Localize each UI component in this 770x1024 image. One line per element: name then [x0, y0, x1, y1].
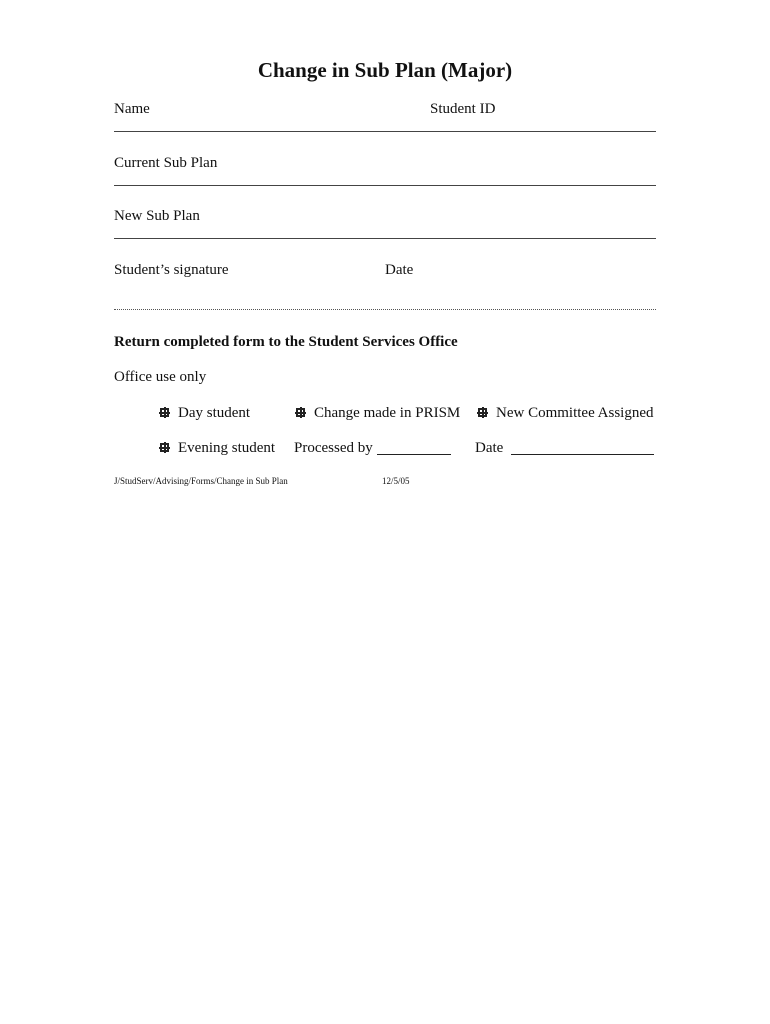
office-date-label: Date	[475, 440, 504, 456]
current-sub-plan-line[interactable]	[114, 185, 656, 186]
signature-label: Student’s signature	[114, 262, 229, 278]
day-student-option[interactable]	[160, 405, 250, 422]
new-committee-label: New Committee Assigned	[496, 405, 654, 421]
student-id-label: Student ID	[430, 101, 496, 117]
return-instruction: Return completed form to the Student Services Office	[114, 334, 458, 350]
name-line[interactable]	[114, 131, 656, 132]
name-label: Name	[114, 101, 150, 117]
new-sub-plan-label: New Sub Plan	[114, 208, 200, 224]
processed-by-field	[294, 440, 451, 457]
signature-date-label: Date	[385, 262, 414, 278]
office-use-heading: Office use only	[114, 369, 207, 385]
change-made-prism-label: Change made in PRISM	[314, 405, 461, 421]
office-date-line[interactable]	[511, 440, 654, 455]
footer-date: 12/5/05	[382, 476, 410, 486]
new-sub-plan-line[interactable]	[114, 238, 656, 239]
evening-student-checkbox-icon[interactable]	[160, 443, 169, 452]
processed-by-line[interactable]	[377, 440, 451, 455]
evening-student-label: Evening student	[178, 440, 276, 456]
change-made-prism-checkbox-icon[interactable]	[296, 408, 305, 417]
office-date-field	[475, 440, 654, 457]
current-sub-plan-label: Current Sub Plan	[114, 155, 218, 171]
day-student-checkbox-icon[interactable]	[160, 408, 169, 417]
new-committee-option[interactable]	[478, 405, 654, 422]
change-made-prism-option[interactable]	[296, 405, 460, 422]
signature-line[interactable]	[114, 309, 656, 310]
day-student-label: Day student	[178, 405, 251, 421]
evening-student-option[interactable]	[160, 440, 275, 457]
form-title: Change in Sub Plan (Major)	[257, 58, 513, 82]
footer-path: J/StudServ/Advising/Forms/Change in Sub Plan	[114, 476, 288, 486]
new-committee-checkbox-icon[interactable]	[478, 408, 487, 417]
processed-by-label: Processed by	[294, 440, 373, 456]
